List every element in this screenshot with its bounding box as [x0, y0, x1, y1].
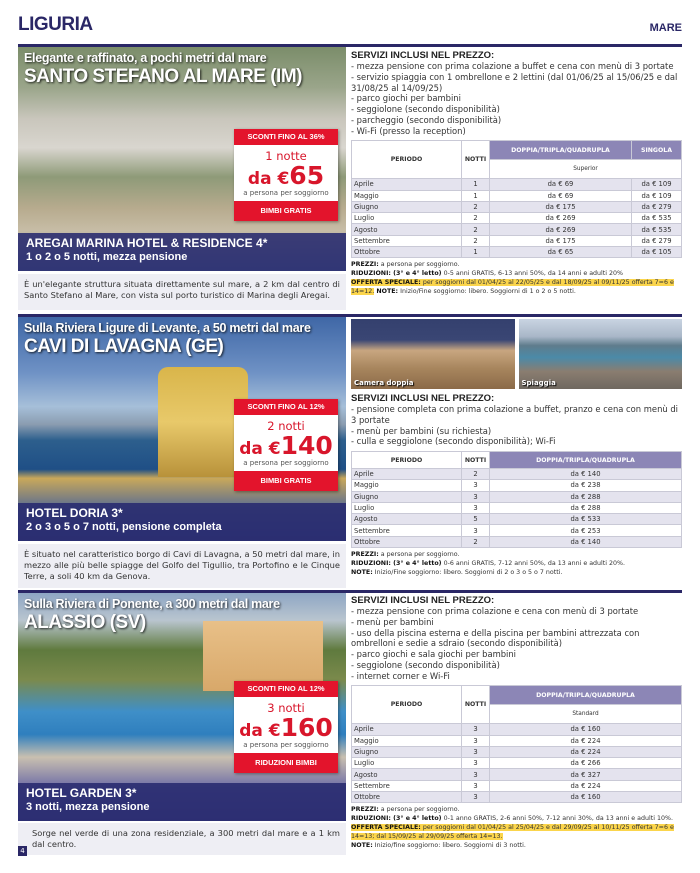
hotel-subtitle: 1 o 2 o 5 notti, mezza pensione	[26, 251, 188, 263]
table-row: Ottobre 1 da € 65 da € 105	[352, 247, 682, 258]
table-row: Giugno 3 da € 288	[352, 491, 682, 502]
offer-santo-stefano	[18, 44, 682, 314]
table-row: Maggio 1 da € 69 da € 109	[352, 190, 682, 201]
service-item: - servizio spiaggia con 1 ombrellone e 2 lettini (dal 01/06/25 al 15/06/25 e dal 31/08/25 al 14/09/25)	[351, 71, 678, 93]
offer-alassio	[18, 590, 682, 860]
col-room: DOPPIA/TRIPLA/QUADRUPLA	[490, 452, 682, 469]
hotel-subtitle: 3 notti, mezza pensione	[26, 801, 150, 813]
discount-label: SCONTI FINO AL 36%	[234, 129, 338, 145]
room-type: Standard	[490, 705, 682, 724]
price-value: da €140	[239, 431, 333, 460]
col-notti: NOTTI	[462, 141, 490, 179]
hero-location: SANTO STEFANO AL MARE (IM)	[24, 66, 302, 87]
price-value: da €160	[239, 713, 333, 742]
table-row: Settembre 3 da € 224	[352, 780, 682, 791]
table-row: Settembre 3 da € 253	[352, 525, 682, 536]
table-row: Settembre 2 da € 175 da € 279	[352, 235, 682, 246]
offer-details	[351, 50, 682, 297]
table-row: Giugno 2 da € 175 da € 279	[352, 201, 682, 212]
table-row: Maggio 3 da € 238	[352, 480, 682, 491]
table-row: Maggio 3 da € 224	[352, 735, 682, 746]
hero-image	[18, 593, 346, 821]
price-badge	[234, 681, 338, 773]
hotel-name: HOTEL DORIA 3*	[26, 506, 123, 520]
col-room: DOPPIA/TRIPLA/QUADRUPLA	[490, 141, 632, 160]
discount-label: SCONTI FINO AL 12%	[234, 681, 338, 697]
col-periodo: PERIODO	[352, 686, 462, 724]
col-periodo: PERIODO	[352, 452, 462, 469]
hotel-subtitle: 2 o 3 o 5 o 7 notti, pensione completa	[26, 521, 222, 533]
discount-label: SCONTI FINO AL 12%	[234, 399, 338, 415]
price-table	[351, 140, 682, 258]
table-row: Agosto 2 da € 269 da € 535	[352, 224, 682, 235]
kids-label: BIMBI GRATIS	[234, 471, 338, 491]
price-badge	[234, 399, 338, 491]
hotel-name: AREGAI MARINA HOTEL & RESIDENCE 4*	[26, 236, 268, 250]
price-badge	[234, 129, 338, 221]
service-item: - parco giochi per bambini	[351, 93, 461, 104]
price-note: a persona per soggiorno	[243, 459, 329, 467]
room-photo: Camera doppia	[351, 319, 515, 389]
hotel-description: Sorge nel verde di una zona residenziale, a 300 metri dal mare e a 1 km dal centro.	[18, 823, 346, 855]
table-row: Giugno 3 da € 224	[352, 746, 682, 757]
table-row: Ottobre 2 da € 140	[352, 536, 682, 547]
price-notes: PREZZI: a persona per soggiorno. RIDUZIONI: (3° e 4° letto) 0-5 anni GRATIS, 6-13 anni 50%, da 14 anni e adulti 20% OFFERTA SPECIALE: per soggiorni dal 01/04/25 al 22/05/25 e dal 18/09/25 al 09/11/25 offerta 7=6 e 14=12. NOTE: Inizio/Fine soggiorno: libero. Soggiorni di 1 o 2 o 5 notti.	[351, 261, 674, 295]
hero-image	[18, 47, 346, 271]
nights-label: 1 notte	[265, 149, 307, 163]
hero-tagline: Elegante e raffinato, a pochi metri dal mare	[24, 51, 267, 65]
offer-details	[351, 319, 682, 578]
table-row: Agosto 3 da € 327	[352, 769, 682, 780]
service-item: - menù per bambini	[351, 616, 434, 627]
price-table	[351, 685, 682, 803]
service-item: - culla e seggiolone (secondo disponibilità); Wi-Fi	[351, 436, 556, 447]
col-notti: NOTTI	[462, 686, 490, 724]
table-row: Luglio 3 da € 266	[352, 758, 682, 769]
hero-location: ALASSIO (SV)	[24, 612, 146, 633]
service-item: - pensione completa con prima colazione a buffet, pranzo e cena con menù di 3 portate	[351, 404, 678, 425]
price-notes: PREZZI: a persona per soggiorno. RIDUZIONI: (3° e 4° letto) 0-6 anni GRATIS, 7-12 anni 50%, da 13 anni e adulti 20%. NOTE: Inizio/Fine soggiorno: libero. Soggiorni di 2 o 3 o 5 o 7 notti.	[351, 551, 626, 576]
region-title: LIGURIA	[18, 14, 93, 35]
col-room: DOPPIA/TRIPLA/QUADRUPLA	[490, 686, 682, 705]
kids-label: RIDUZIONI BIMBI	[234, 753, 338, 773]
services-title: SERVIZI INCLUSI NEL PREZZO:	[351, 595, 495, 606]
service-item: - menù per bambini (su richiesta)	[351, 425, 492, 436]
service-item: - mezza pensione con prima colazione e cena con menù di 3 portate	[351, 606, 639, 616]
service-item: - internet corner e Wi-Fi	[351, 670, 450, 681]
col-periodo: PERIODO	[352, 141, 462, 179]
service-item: - seggiolone (secondo disponibilità)	[351, 659, 500, 670]
table-row: Aprile 2 da € 140	[352, 469, 682, 480]
table-row: Agosto 5 da € 533	[352, 514, 682, 525]
page-number: 4	[18, 846, 27, 856]
special-offer: OFFERTA SPECIALE: per soggiorni dal 01/04/25 al 22/05/25 e dal 18/09/25 al 09/11/25 offerta 7=6 e 14=12.	[351, 278, 674, 295]
table-row: Luglio 2 da € 269 da € 535	[352, 213, 682, 224]
table-row: Aprile 3 da € 160	[352, 724, 682, 735]
service-item: - uso della piscina esterna e della piscina per bambini attrezzata con ombrelloni e sedie a sdraio (secondo disponibilità)	[351, 627, 640, 649]
hotel-description: È situato nel caratteristico borgo di Cavi di Lavagna, a 50 metri dal mare, in mezzo alle più belle spiagge del Golfo del Tigullio, tra Portofino e le Cinque Terre, a soli 40 km da Genova.	[18, 544, 346, 588]
special-offer: OFFERTA SPECIALE: per soggiorni dal 01/04/25 al 25/04/25 e dal 29/09/25 al 10/11/25 offerta 7=6 e 14=13; dal 15/09/25 al 29/09/25 offerta 14=13.	[351, 823, 674, 840]
price-note: a persona per soggiorno	[243, 189, 329, 197]
price-table	[351, 451, 682, 548]
table-row: Ottobre 3 da € 160	[352, 792, 682, 803]
col-notti: NOTTI	[462, 452, 490, 469]
room-type: Superior	[490, 160, 682, 179]
hotel-band	[18, 783, 346, 821]
price-value: da €65	[247, 161, 325, 190]
hero-tagline: Sulla Riviera di Ponente, a 300 metri dal mare	[24, 597, 280, 611]
offer-details	[351, 595, 682, 850]
hero-location: CAVI DI LAVAGNA (GE)	[24, 336, 224, 357]
page-header	[18, 12, 682, 44]
photo-strip	[351, 319, 682, 389]
hotel-band	[18, 233, 346, 271]
services-list	[351, 61, 682, 136]
services-list	[351, 606, 682, 681]
service-item: - parco giochi e sala giochi per bambini	[351, 649, 517, 659]
service-item: - Wi-Fi (presso la reception)	[351, 125, 466, 136]
offer-cavi-di-lavagna	[18, 314, 682, 586]
kids-label: BIMBI GRATIS	[234, 201, 338, 221]
col-singola: SINGOLA	[632, 141, 682, 160]
service-item: - mezza pensione con prima colazione a buffet e cena con menù di 3 portate	[351, 61, 674, 71]
hotel-band	[18, 503, 346, 541]
services-list	[351, 404, 682, 447]
hotel-name: HOTEL GARDEN 3*	[26, 786, 137, 800]
price-note: a persona per soggiorno	[243, 741, 329, 749]
table-row: Aprile 1 da € 69 da € 109	[352, 179, 682, 190]
hotel-description: È un'elegante struttura situata direttamente sul mare, a 2 km dal centro di Santo Stefano al Mare, con vista sul porto turistico di Marina degli Aregai.	[18, 274, 346, 310]
nights-label: 3 notti	[267, 701, 305, 715]
service-item: - seggiolone (secondo disponibilità)	[351, 104, 500, 114]
hero-tagline: Sulla Riviera Ligure di Levante, a 50 metri dal mare	[24, 321, 311, 335]
services-title: SERVIZI INCLUSI NEL PREZZO:	[351, 393, 495, 404]
service-item: - parcheggio (secondo disponibilità)	[351, 114, 502, 125]
beach-photo: Spiaggia	[519, 319, 683, 389]
nights-label: 2 notti	[267, 419, 305, 433]
services-title: SERVIZI INCLUSI NEL PREZZO:	[351, 50, 495, 61]
hero-image	[18, 317, 346, 541]
table-row: Luglio 3 da € 288	[352, 502, 682, 513]
price-notes: PREZZI: a persona per soggiorno. RIDUZIONI: (3° e 4° letto) 0-1 anno GRATIS, 2-6 anni 50%, 7-12 anni 30%, da 13 anni e adulti 10%. OFFERTA SPECIALE: per soggiorni dal 01/04/25 al 25/04/25 e dal 29/09/25 al 10/11/25 offerta 7=6 e 14=13; dal 15/09/25 al 29/09/25 offerta 14=13. NOTE: Inizio/fine soggiorno: libero. Soggiorni di 3 notti.	[351, 806, 674, 849]
category-label: MARE	[649, 22, 682, 34]
